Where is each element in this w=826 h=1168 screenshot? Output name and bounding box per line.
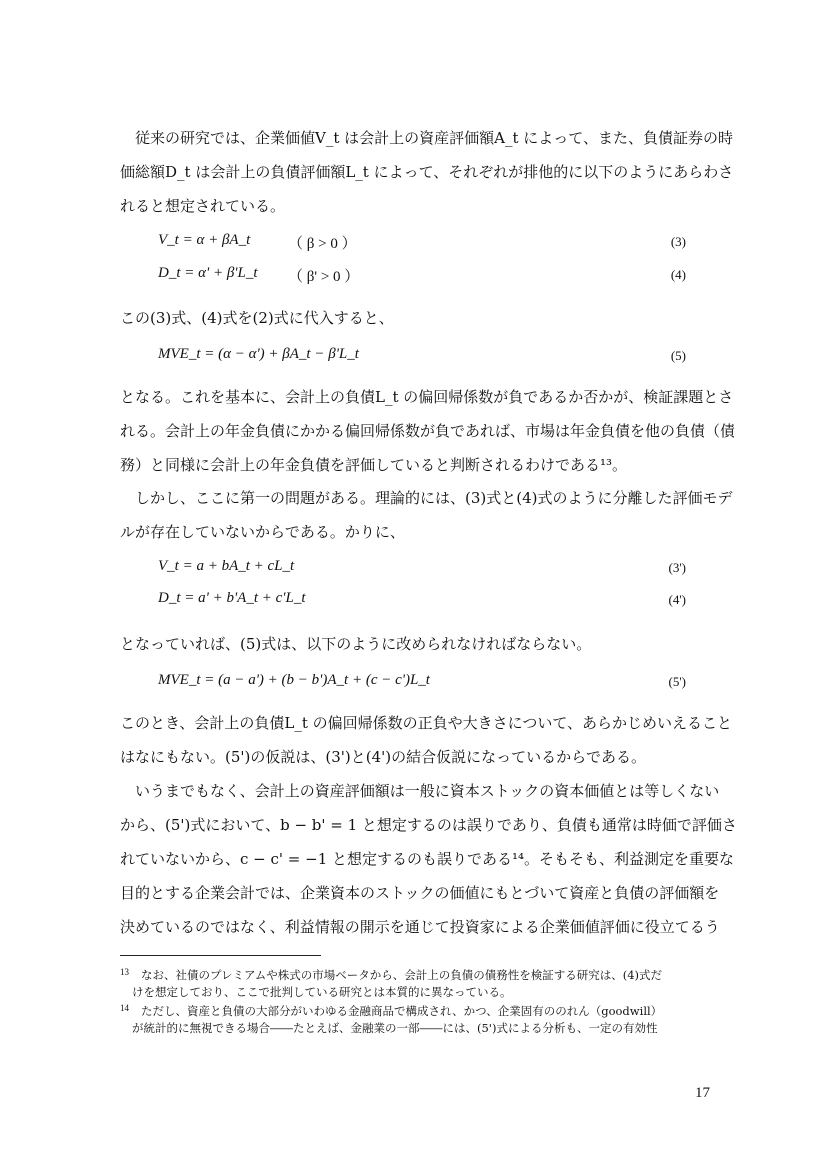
text-line: はなにもない。(5')の仮説は、(3')と(4')の結合仮説になっているからである。 [120, 748, 646, 766]
text-line: 決めているのではなく、利益情報の開示を通じて投資家による企業価値評価に役立てるう [120, 918, 720, 936]
equation-expression: D_t = α' + β'L_t [158, 265, 258, 281]
text-line: このとき、会計上の負債L_t の偏回帰係数の正負や大きさについて、あらかじめいえること [120, 714, 733, 732]
text-line: れる。会計上の年金負債にかかる偏回帰係数が負であれば、市場は年金負債を他の負債（債 [120, 422, 736, 440]
equation-condition: （ β' > 0 ） [288, 269, 360, 285]
equation-number: (5') [668, 674, 686, 689]
text-line: 従来の研究では、企業価値V_t は会計上の資産評価額A_t によって、また、負債証券の時 [135, 129, 733, 147]
text-line: から、(5')式において、b − b' = 1 と想定するのは誤りであり、負債も通常は時価で評価さ [120, 816, 737, 834]
footnote-line: けを想定しており、ここで批判している研究とは本質的に異なっている。 [132, 985, 512, 999]
text-line: ルが存在していないからである。かりに、 [120, 523, 405, 541]
equation-number: (4') [668, 592, 686, 607]
equation-number: (5) [670, 348, 686, 363]
paragraph-1 [120, 121, 734, 223]
text-line: 目的とする企業会計では、企業資本のストックの価値にもとづいて資産と負債の評価額を [120, 884, 720, 902]
footnote-line: なお、社債のプレミアムや株式の市場ベータから、会計上の負債の債務性を検証する研究は、(4)式だ [141, 968, 663, 982]
equation-condition: （ β > 0 ） [288, 236, 357, 252]
footnote-14 [120, 1003, 710, 1037]
text-line: となる。これを基本に、会計上の負債L_t の偏回帰係数が負であるか否かが、検証課題とさ [120, 388, 734, 406]
text-line: 務）と同様に会計上の年金負債を評価していると判断されるわけである¹³。 [120, 456, 628, 474]
paragraph-7 [120, 774, 737, 944]
footnote-mark: 13 [120, 967, 129, 977]
paragraph-3 [120, 380, 736, 482]
equation-3-prime [158, 558, 686, 582]
footnote-mark: 14 [120, 1003, 129, 1013]
footnote-line: が統計的に無視できる場合――たとえば、金融業の一部――には、(5')式による分析も、一定の有効性 [132, 1021, 658, 1035]
equation-expression: V_t = a + bA_t + cL_t [158, 558, 295, 574]
footnote-separator [120, 955, 321, 956]
equation-expression: MVE_t = (α − α') + βA_t − β'L_t [158, 346, 359, 362]
text-line: れると想定されている。 [120, 197, 286, 215]
equation-expression: V_t = α + βA_t [158, 232, 251, 248]
footnote-line: ただし、資産と負債の大部分がいわゆる金融商品で構成され、かつ、企業固有ののれん（goodwill） [141, 1004, 663, 1018]
paragraph-4 [120, 481, 733, 549]
paragraph-5 [120, 627, 710, 661]
equation-5-prime [158, 672, 686, 696]
equation-expression: D_t = a' + b'A_t + c'L_t [158, 590, 306, 606]
equation-number: (4) [670, 267, 686, 282]
page-number: 17 [695, 1085, 710, 1101]
text-line: しかし、ここに第一の問題がある。理論的には、(3)式と(4)式のように分離した評価モデ [135, 489, 733, 507]
paragraph-6 [120, 706, 733, 774]
footnote-13 [120, 967, 710, 1001]
equation-4-prime [158, 590, 686, 614]
equation-4 [158, 265, 686, 289]
text-line: れていないから、c − c' = −1 と想定するのも誤りである¹⁴。そもそも、利益測定を重要な [120, 850, 735, 868]
text-line: となっていれば、(5)式は、以下のように改められなければならない。 [120, 635, 592, 653]
paragraph-2 [120, 301, 710, 335]
text-line: いうまでもなく、会計上の資産評価額は一般に資本ストックの資本価値とは等しくない [135, 782, 720, 800]
text-line: この(3)式、(4)式を(2)式に代入すると、 [120, 309, 394, 327]
equation-5 [158, 346, 686, 370]
text-line: 価総額D_t は会計上の負債評価額L_t によって、それぞれが排他的に以下のようにあらわさ [120, 163, 734, 181]
equation-number: (3) [670, 234, 686, 249]
equation-3 [158, 232, 686, 256]
equation-expression: MVE_t = (a − a') + (b − b')A_t + (c − c')L_t [158, 672, 430, 688]
equation-number: (3') [668, 560, 686, 575]
